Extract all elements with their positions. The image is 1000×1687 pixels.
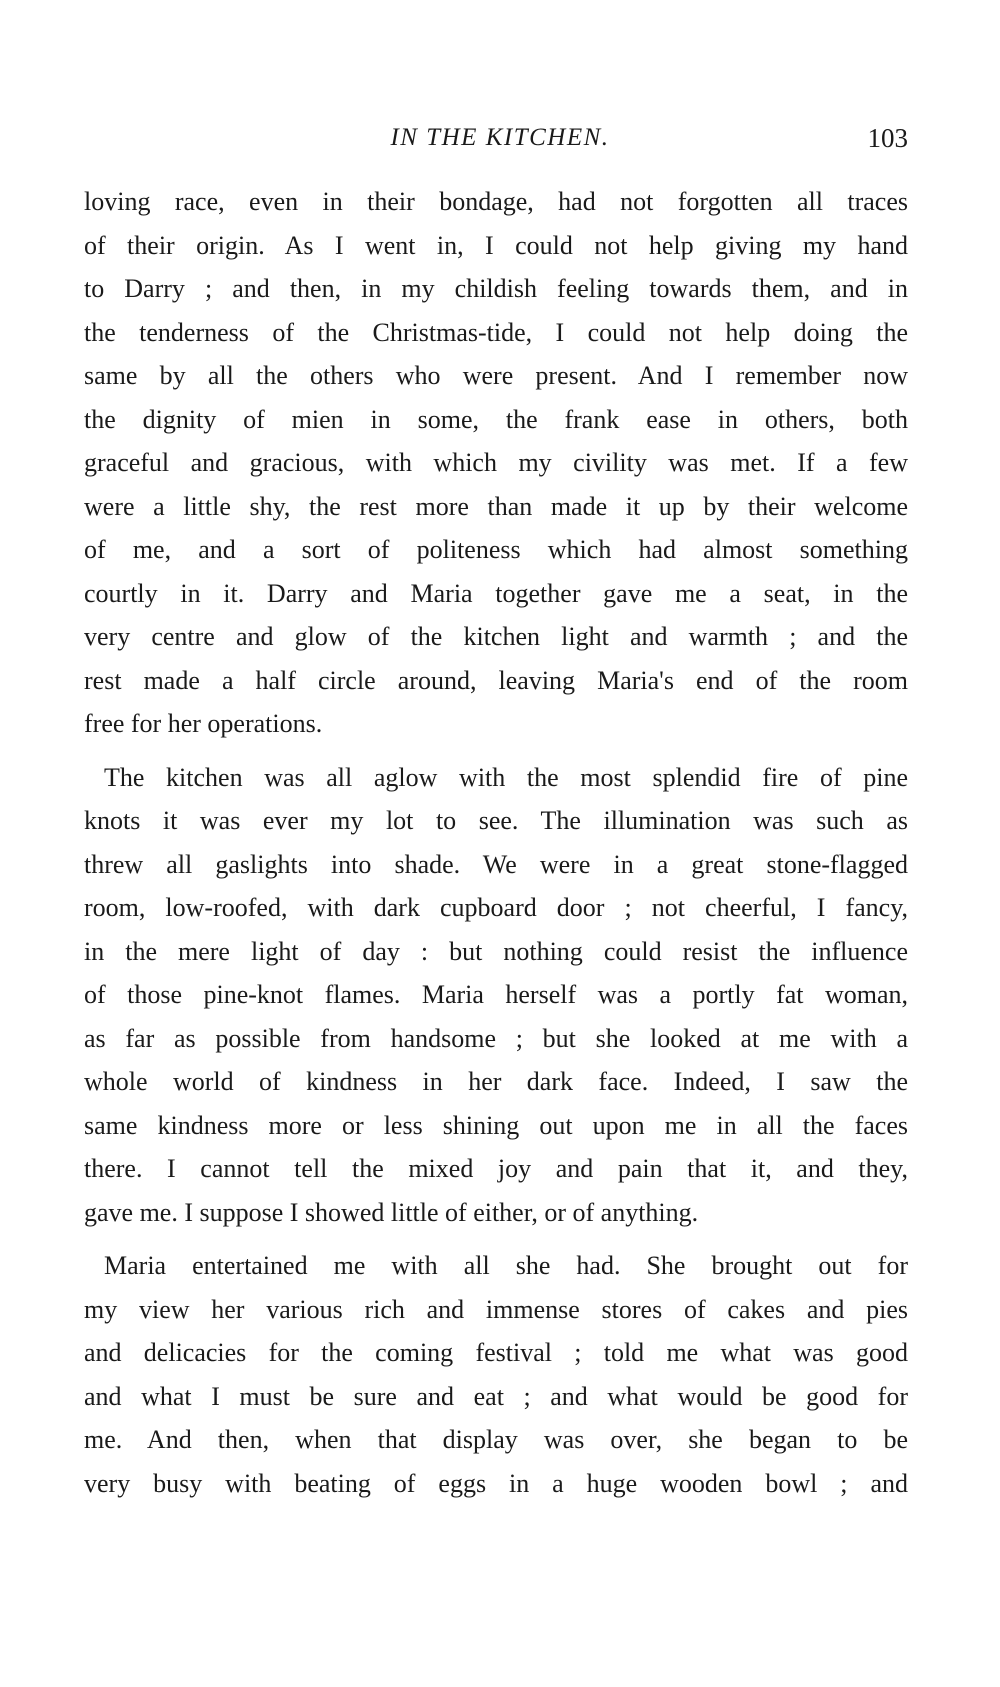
text-line: room, low-roofed, with dark cupboard door ; not cheerful, I fancy, [84, 893, 908, 922]
running-title: IN THE KITCHEN. [390, 124, 610, 151]
text-line: gave me. I suppose I showed little of either, or of anything. [84, 1197, 699, 1227]
text-line: whole world of kindness in her dark face. Indeed, I saw the [84, 1067, 908, 1096]
text-line: to Darry ; and then, in my childish feeling towards them, and in [84, 274, 908, 303]
text-line: of their origin. As I went in, I could not help giving my hand [84, 230, 908, 260]
text-line: courtly in it. Darry and Maria together gave me a seat, in the [84, 578, 908, 608]
text-line: in the mere light of day : but nothing could resist the influence [84, 936, 908, 966]
text-line: same by all the others who were present. And I remember now [84, 361, 908, 390]
paragraph-3 [84, 1244, 908, 1505]
text-line: rest made a half circle around, leaving Maria's end of the room [84, 665, 908, 695]
paragraph-1 [84, 180, 908, 746]
text-line: of those pine-knot flames. Maria herself was a portly fat woman, [84, 980, 908, 1009]
paragraph-2 [84, 756, 908, 1235]
text-line: of me, and a sort of politeness which had almost something [84, 535, 908, 564]
text-line: and delicacies for the coming festival ; told me what was good [84, 1338, 908, 1367]
text-line: graceful and gracious, with which my civility was met. If a few [84, 448, 908, 477]
text-line: and what I must be sure and eat ; and what would be good for [84, 1381, 908, 1411]
page-number: 103 [867, 123, 908, 153]
text-line: threw all gaslights into shade. We were in a great stone-flagged [84, 849, 908, 879]
text-line: the tenderness of the Christmas-tide, I could not help doing the [84, 317, 908, 347]
text-line: very centre and glow of the kitchen light and warmth ; and the [84, 622, 908, 651]
text-line: my view her various rich and immense stores of cakes and pies [84, 1294, 908, 1324]
text-line: free for her operations. [84, 709, 323, 738]
text-line: knots it was ever my lot to see. The illumination was such as [84, 806, 908, 835]
text-line: Maria entertained me with all she had. She brought out for [104, 1251, 908, 1280]
text-line: were a little shy, the rest more than made it up by their welcome [84, 491, 908, 521]
text-line: as far as possible from handsome ; but she looked at me with a [84, 1023, 908, 1053]
body-text [84, 180, 908, 1505]
text-line: loving race, even in their bondage, had not forgotten all traces [84, 187, 908, 216]
text-line: the dignity of mien in some, the frank ease in others, both [84, 404, 908, 434]
text-line: me. And then, when that display was over, she began to be [84, 1425, 908, 1454]
running-head [0, 118, 1000, 158]
text-line: there. I cannot tell the mixed joy and pain that it, and they, [84, 1154, 908, 1183]
text-line: same kindness more or less shining out upon me in all the faces [84, 1110, 908, 1140]
text-line: The kitchen was all aglow with the most splendid fire of pine [104, 762, 908, 792]
text-line: very busy with beating of eggs in a huge wooden bowl ; and [84, 1468, 908, 1498]
